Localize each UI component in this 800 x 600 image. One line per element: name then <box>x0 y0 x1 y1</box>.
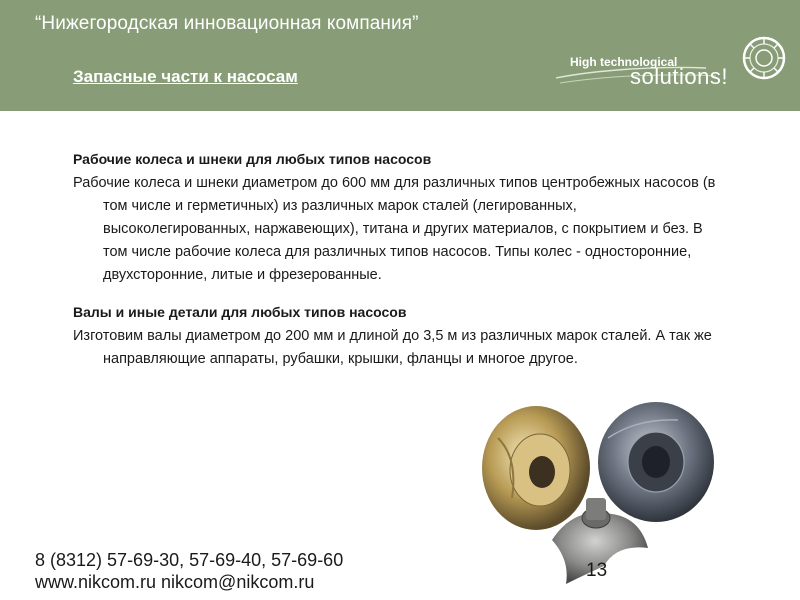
section-text-impellers: Рабочие колеса и шнеки диаметром до 600 мм для различных типов центробежных насосов (в том числе и герметичных) из различных марок сталей (легированных, высоколегированных, наржавеющих), титана и других материалов, с покрытием и без. В том числе рабочие колеса для различных типов насосов. Типы колес - односторонние, двухсторонние, литые и фрезерованные. <box>73 175 716 283</box>
section-title-shafts: Валы и иные детали для любых типов насосов <box>73 304 407 320</box>
main-content <box>73 150 723 371</box>
section-title-impellers: Рабочие колеса и шнеки для любых типов насосов <box>73 151 432 167</box>
company-name: “Нижегородская инновационная компания” <box>35 13 419 34</box>
section-text-shafts: Изготовим валы диаметром до 200 мм и длиной до 3,5 м из различных марок сталей. А так же направляющие аппараты, рубашки, крышки, фланцы и многое другое. <box>73 328 712 367</box>
gold-impeller-icon <box>482 406 590 530</box>
logo-text-line2: solutions! <box>630 64 728 89</box>
logo-text-line1: High technological <box>570 55 678 69</box>
header-bar <box>0 0 800 111</box>
footer-web-email: www.nikcom.ru nikcom@nikcom.ru <box>35 572 315 592</box>
footer-phones: 8 (8312) 57-69-30, 57-69-40, 57-69-60 <box>35 550 344 570</box>
steel-impeller-icon <box>598 402 714 522</box>
slide-subtitle: Запасные части к насосам <box>73 67 298 86</box>
page-number: 13 <box>586 560 608 581</box>
footer-contacts <box>35 549 343 593</box>
